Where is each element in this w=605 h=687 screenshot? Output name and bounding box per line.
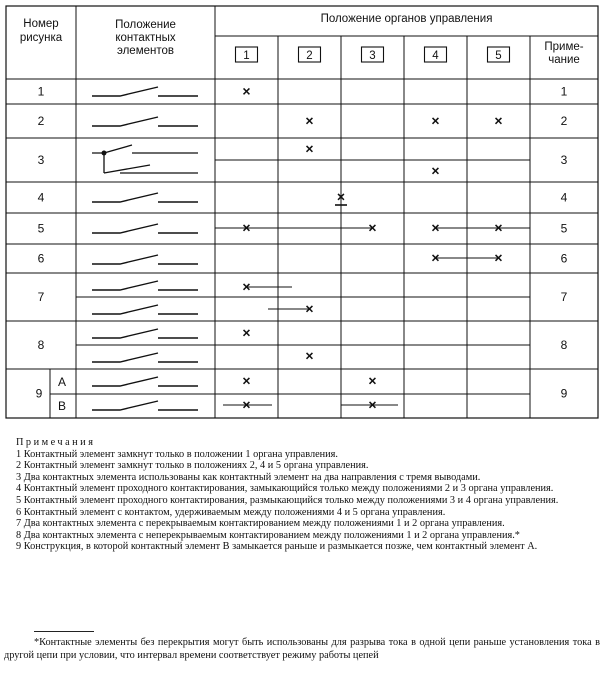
note-line-1: 1 Контактный элемент замкнут только в положении 1 органа управления. bbox=[16, 448, 338, 460]
row-number: 9 bbox=[35, 386, 43, 401]
mark-row5-pos4: × bbox=[431, 219, 440, 236]
contact-row-8b bbox=[92, 353, 198, 362]
mark-row7a-pos1: × bbox=[242, 278, 251, 295]
note-line-9: 9 Конструкция, в которой контактный элемент В замыкается раньше и размыкается позже, чем контактный элемент А. bbox=[16, 541, 538, 553]
row-note-ref: 9 bbox=[560, 386, 568, 401]
row-note-ref: 6 bbox=[560, 251, 568, 266]
row-number: 7 bbox=[37, 290, 45, 304]
contact-row-3 bbox=[92, 145, 198, 173]
mark-row8b-pos2: × bbox=[305, 347, 314, 364]
contacts-col-header: элементов bbox=[116, 45, 175, 57]
mark-row5-pos3: × bbox=[368, 219, 377, 236]
mark-row6-pos5: × bbox=[494, 249, 503, 266]
row-number: 6 bbox=[37, 251, 45, 266]
row-number: 1 bbox=[37, 84, 45, 99]
mark-row1-pos1: × bbox=[242, 83, 251, 99]
row-note-ref: 1 bbox=[560, 84, 568, 99]
footnote-text: *Контактные элементы без перекрытия могут быть использованы для разрыва тока в одной цепи раньше установления тока в другой цепи при условии, что интервал времени соответствует режиму работы цепей bbox=[4, 637, 600, 661]
mark-row7b-pos2: × bbox=[305, 300, 314, 317]
figure-col-header: Номер bbox=[23, 18, 59, 30]
footnote bbox=[4, 636, 600, 662]
contact-row-1 bbox=[92, 87, 198, 96]
contacts-col-header: Положение bbox=[115, 19, 176, 31]
mark-row2-pos2: × bbox=[305, 112, 314, 129]
control-position-label: 1 bbox=[243, 50, 250, 62]
mark-row3-pos2: × bbox=[305, 140, 314, 157]
note-line-8: 8 Два контактных элемента с неперекрываемым контактированием между положениями 1 и 2 органа управления.* bbox=[16, 529, 520, 541]
mark-row4-between-2-3: × bbox=[336, 188, 346, 205]
note-line-5: 5 Контактный элемент проходного контактирования, размыкающийся только между положениями 3 и 4 органа управления. bbox=[16, 494, 559, 506]
row-number: 4 bbox=[37, 190, 45, 205]
contact-row-6 bbox=[92, 255, 198, 264]
row-note-ref: 8 bbox=[560, 338, 568, 352]
mark-row9a-pos1: × bbox=[242, 372, 251, 389]
control-position-label: 2 bbox=[306, 50, 313, 62]
controls-col-header: Положение органов управления bbox=[320, 13, 493, 25]
row9-sub-A: A bbox=[57, 375, 67, 389]
note-line-3: 3 Два контактных элемента использованы как контактный элемент на два направления с тремя выводами. bbox=[16, 471, 481, 483]
contact-row-9b bbox=[92, 401, 198, 410]
note-col-header: чание bbox=[548, 54, 580, 66]
note-line-6: 6 Контактный элемент с контактом, удерживаемым между положениями 4 и 5 органа управления. bbox=[16, 506, 446, 518]
contact-row-4 bbox=[92, 193, 198, 202]
row-note-ref: 4 bbox=[560, 190, 568, 205]
contact-row-9a bbox=[92, 377, 198, 386]
row-note-ref: 5 bbox=[560, 221, 568, 236]
control-position-label: 4 bbox=[432, 50, 439, 62]
mark-row5-pos5: × bbox=[494, 219, 503, 236]
junction-dot bbox=[102, 151, 107, 156]
contact-row-5 bbox=[92, 224, 198, 233]
mark-row6-pos4: × bbox=[431, 249, 440, 266]
mark-row3-pos4: × bbox=[431, 162, 440, 179]
row-note-ref: 7 bbox=[560, 290, 568, 304]
footnote-rule bbox=[34, 631, 94, 632]
contact-row-8a bbox=[92, 329, 198, 338]
contact-row-2 bbox=[92, 117, 198, 126]
mark-row5-pos1: × bbox=[242, 219, 251, 236]
contact-row-7b bbox=[92, 305, 198, 314]
mark-row2-pos4: × bbox=[431, 112, 440, 129]
row-number: 5 bbox=[37, 221, 45, 236]
mark-row9b-pos1: × bbox=[242, 396, 251, 413]
row-number: 3 bbox=[37, 153, 45, 167]
mark-row9b-pos3: × bbox=[368, 396, 377, 413]
note-line-4: 4 Контактный элемент проходного контактирования, замыкающийся только между положениями 2 и 3 органа управления. bbox=[16, 483, 554, 495]
control-position-label: 5 bbox=[495, 50, 502, 62]
note-line-2: 2 Контактный элемент замкнут только в положениях 2, 4 и 5 органа управления. bbox=[16, 460, 369, 472]
note-line-7: 7 Два контактных элемента с перекрываемым контактированием между положениями 1 и 2 органа управления. bbox=[16, 518, 505, 530]
table-frame bbox=[6, 6, 598, 418]
contacts-col-header: контактных bbox=[115, 32, 176, 44]
mark-row8a-pos1: × bbox=[242, 324, 251, 341]
note-col-header: Приме- bbox=[544, 41, 584, 53]
row9-sub-B: B bbox=[57, 399, 67, 413]
mark-row2-pos5: × bbox=[494, 112, 503, 129]
row-note-ref: 2 bbox=[560, 114, 568, 128]
notes-section bbox=[4, 437, 600, 553]
control-position-label: 3 bbox=[369, 50, 376, 62]
contact-row-7a bbox=[92, 281, 198, 290]
row-note-ref: 3 bbox=[560, 153, 568, 167]
row-number: 2 bbox=[37, 114, 45, 128]
notes-title: Примечания bbox=[16, 437, 96, 448]
mark-row9a-pos3: × bbox=[368, 372, 377, 389]
row-number: 8 bbox=[37, 338, 45, 352]
figure-col-header: рисунка bbox=[19, 32, 63, 44]
